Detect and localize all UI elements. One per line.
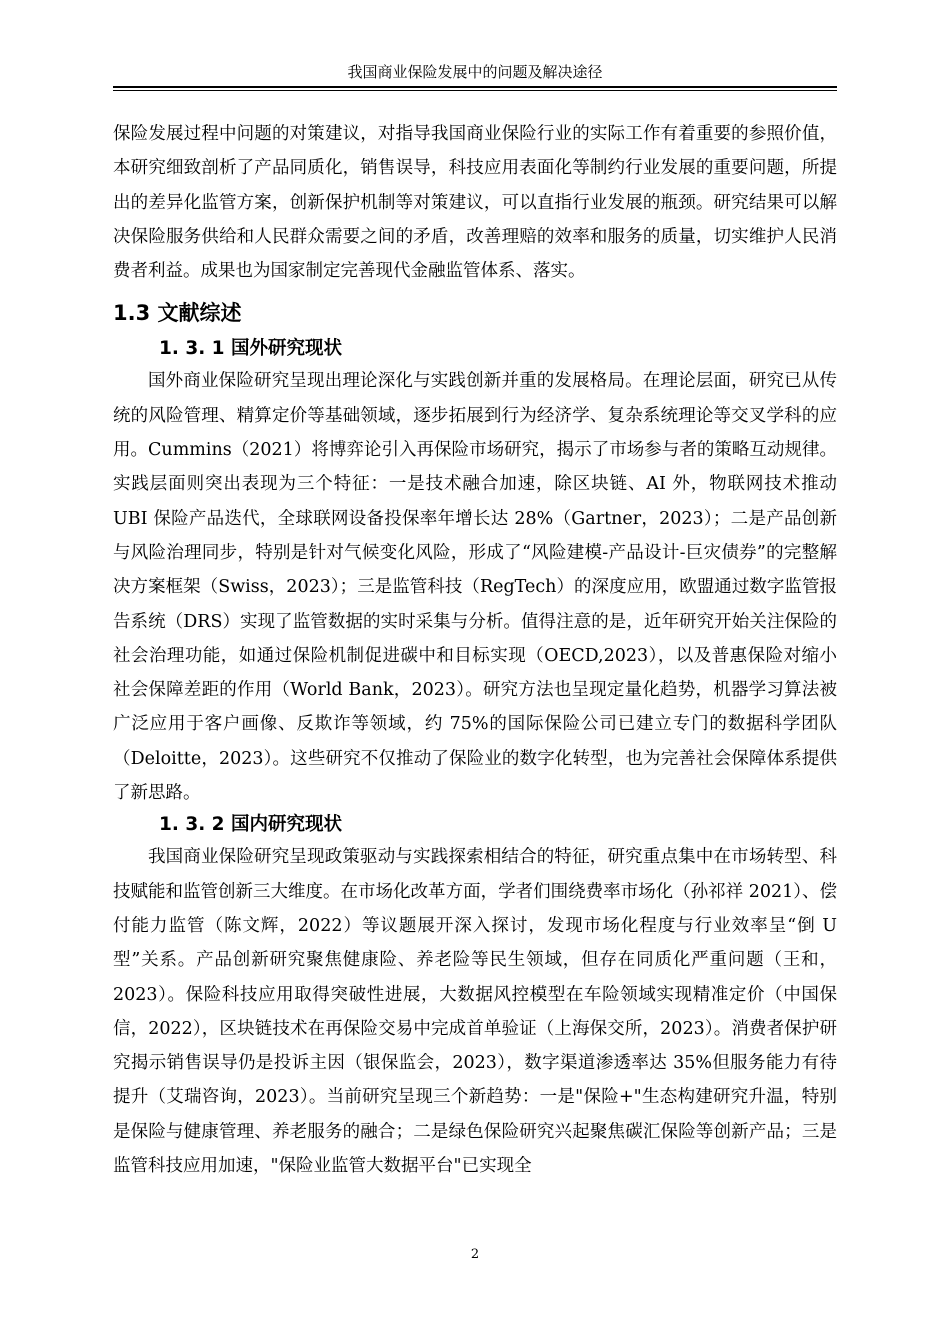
paragraph-domestic-research: 我国商业保险研究呈现政策驱动与实践探索相结合的特征，研究重点集中在市场转型、科技赋能和监管创新三大维度。在市场化改革方面，学者们围绕费率市场化（孙祁祥 2021）、偿付能力监管（陈文辉，2022）等议题展开深入探讨，发现市场化程度与行业效率呈“倒 U 型”关系。产品创新研究聚焦健康险、养老险等民生领域，但存在同质化严重问题（王和，2023）。保险科技应用取得突破性进展，大数据风控模型在车险领域实现精准定价（中国保信，2022），区块链技术在再保险交易中完成首单验证（上海保交所，2023）。消费者保护研究揭示销售误导仍是投诉主因（银保监会，2023），数字渠道渗透率达 35%但服务能力有待提升（艾瑞咨询，2023）。当前研究呈现三个新趋势：一是"保险+"生态构建研究升温，特别是保险与健康管理、养老服务的融合；二是绿色保险研究兴起聚焦碳汇保险等创新产品；三是监管科技应用加速，"保险业监管大数据平台"已实现全 [113, 847, 837, 1177]
header-rule-thin [113, 90, 837, 91]
page-body [113, 117, 837, 1183]
header-rule-thick [113, 86, 837, 88]
paragraph-foreign-research: 国外商业保险研究呈现出理论深化与实践创新并重的发展格局。在理论层面，研究已从传统的风险管理、精算定价等基础领域，逐步拓展到行为经济学、复杂系统理论等交叉学科的应用。Cummins（2021）将博弈论引入再保险市场研究，揭示了市场参与者的策略互动规律。实践层面则突出表现为三个特征：一是技术融合加速，除区块链、AI 外，物联网技术推动 UBI 保险产品迭代，全球联网设备投保率年增长达 28%（Gartner，2023）；二是产品创新与风险治理同步，特别是针对气候变化风险，形成了“风险建模-产品设计-巨灾债券”的完整解决方案框架（Swiss，2023）；三是监管科技（RegTech）的深度应用，欧盟通过数字监管报告系统（DRS）实现了监管数据的实时采集与分析。值得注意的是，近年研究开始关注保险的社会治理功能，如通过保险机制促进碳中和目标实现（OECD,2023），以及普惠保险对缩小社会保障差距的作用（World Bank，2023）。研究方法也呈现定量化趋势，机器学习算法被广泛应用于客户画像、反欺诈等领域，约 75%的国际保险公司已建立专门的数据科学团队（Deloitte，2023）。这些研究不仅推动了保险业的数字化转型，也为完善社会保障体系提供了新思路。 [113, 371, 837, 804]
paragraph-intro-continued: 保险发展过程中问题的对策建议，对指导我国商业保险行业的实际工作有着重要的参照价值，本研究细致剖析了产品同质化，销售误导，科技应用表面化等制约行业发展的重要问题，所提出的差异化监管方案，创新保护机制等对策建议，可以直指行业发展的瓶颈。研究结果可以解决保险服务供给和人民群众需要之间的矛盾，改善理赔的效率和服务的质量，切实维护人民消费者利益。成果也为国家制定完善现代金融监管体系、落实。 [113, 124, 837, 282]
section-heading-1-3: 1.3 文献综述 [113, 301, 242, 326]
running-header: 我国商业保险发展中的问题及解决途径 [347, 63, 603, 81]
subsection-heading-1-3-1: 1. 3. 1 国外研究现状 [159, 338, 342, 360]
subsection-heading-1-3-2: 1. 3. 2 国内研究现状 [159, 814, 342, 836]
page-number: 2 [470, 1247, 480, 1262]
